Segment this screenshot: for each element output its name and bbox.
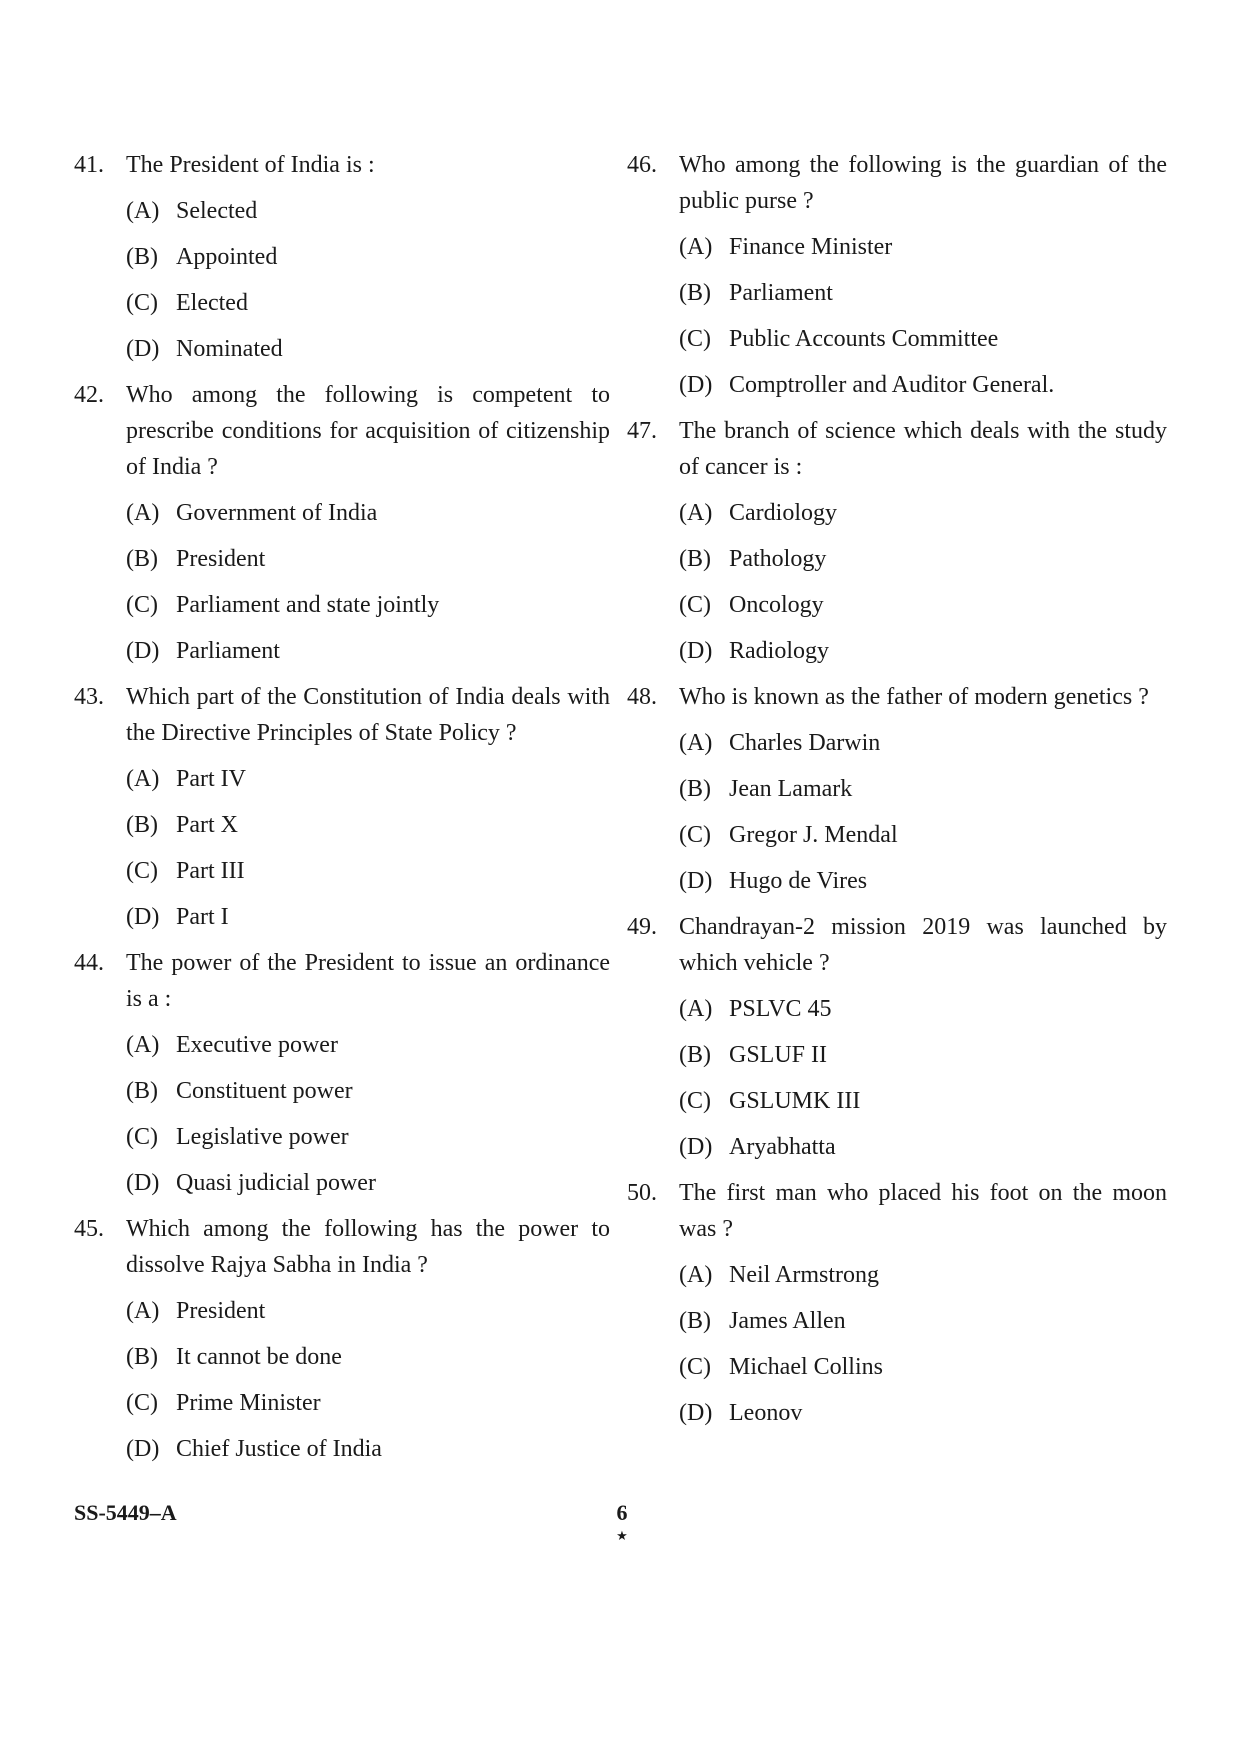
option-text: It cannot be done (176, 1344, 342, 1370)
option-text: Aryabhatta (729, 1134, 836, 1160)
option-label: (B) (126, 546, 158, 572)
option-label: (A) (126, 1032, 160, 1058)
answer-option (126, 239, 610, 275)
option-label: (A) (126, 500, 160, 526)
option-label: (B) (126, 1078, 158, 1104)
question-header (74, 1211, 610, 1283)
question-number: 48. (627, 684, 657, 710)
left-column (74, 147, 610, 1477)
question-header (627, 147, 1167, 219)
answer-option (679, 275, 1167, 311)
question-number: 45. (74, 1216, 104, 1242)
option-text: Elected (176, 290, 248, 316)
option-label: (C) (126, 592, 158, 618)
option-text: Neil Armstrong (729, 1262, 879, 1288)
option-label: (B) (679, 776, 711, 802)
answer-option (679, 725, 1167, 761)
answer-option (126, 761, 610, 797)
option-label: (B) (679, 546, 711, 572)
question-item (627, 909, 1167, 1165)
answer-option (679, 633, 1167, 669)
answer-option (679, 1257, 1167, 1293)
answer-option (126, 541, 610, 577)
option-text: Jean Lamark (729, 776, 853, 802)
answer-option (126, 1293, 610, 1329)
option-text: Part III (176, 858, 245, 884)
option-label: (A) (126, 766, 160, 792)
option-label: (D) (126, 904, 160, 930)
answer-option (126, 1165, 610, 1201)
answer-option (679, 1395, 1167, 1431)
question-number: 47. (627, 418, 657, 444)
answer-option (126, 1027, 610, 1063)
question-item (74, 1211, 610, 1467)
question-item (627, 679, 1167, 899)
answer-option (126, 807, 610, 843)
question-number: 43. (74, 684, 104, 710)
answer-option (126, 285, 610, 321)
option-label: (D) (126, 638, 160, 664)
answer-option (126, 495, 610, 531)
question-text: Who is known as the father of modern genetics ? (679, 684, 1149, 710)
answer-option (679, 1129, 1167, 1165)
option-label: (B) (126, 1344, 158, 1370)
answer-option (679, 1349, 1167, 1385)
option-text: Leonov (729, 1400, 803, 1426)
option-text: Prime Minister (176, 1390, 321, 1416)
option-label: (B) (126, 244, 158, 270)
question-item (74, 679, 610, 935)
answer-option (126, 1119, 610, 1155)
answer-option (679, 1037, 1167, 1073)
question-text: Who among the following is competent to prescribe conditions for acquisition of citizenship of India ? (126, 382, 610, 480)
question-header (627, 679, 1167, 715)
option-label: (A) (679, 996, 713, 1022)
option-label: (B) (679, 280, 711, 306)
right-column (627, 147, 1167, 1441)
option-text: President (176, 546, 266, 572)
option-text: Parliament (176, 638, 280, 664)
option-label: (D) (679, 372, 713, 398)
question-header (627, 909, 1167, 981)
option-label: (A) (126, 1298, 160, 1324)
option-text: Pathology (729, 546, 827, 572)
option-label: (A) (679, 1262, 713, 1288)
option-label: (C) (126, 1390, 158, 1416)
option-label: (C) (679, 1354, 711, 1380)
question-text: Which part of the Constitution of India deals with the Directive Principles of State Policy ? (126, 684, 610, 746)
option-label: (D) (126, 336, 160, 362)
option-label: (C) (126, 858, 158, 884)
option-label: (A) (679, 234, 713, 260)
question-item (627, 147, 1167, 403)
question-item (74, 945, 610, 1201)
answer-option (126, 1339, 610, 1375)
option-label: (D) (679, 1134, 713, 1160)
question-header (74, 377, 610, 485)
option-label: (C) (679, 1088, 711, 1114)
option-text: Hugo de Vires (729, 868, 868, 894)
answer-option (126, 1073, 610, 1109)
question-text: Who among the following is the guardian of the public purse ? (679, 152, 1167, 214)
option-label: (C) (679, 592, 711, 618)
question-item (627, 1175, 1167, 1431)
option-label: (C) (679, 326, 711, 352)
answer-option (679, 991, 1167, 1027)
question-header (627, 1175, 1167, 1247)
answer-option (679, 587, 1167, 623)
option-label: (C) (126, 290, 158, 316)
question-item (627, 413, 1167, 669)
option-text: Finance Minister (729, 234, 893, 260)
answer-option (679, 229, 1167, 265)
page-footer (74, 1500, 1167, 1560)
option-text: Public Accounts Committee (729, 326, 999, 352)
option-label: (A) (679, 730, 713, 756)
star-icon: ★ (616, 1528, 628, 1543)
answer-option (126, 193, 610, 229)
option-text: Chief Justice of India (176, 1436, 382, 1462)
answer-option (679, 1303, 1167, 1339)
option-text: Part X (176, 812, 238, 838)
option-text: GSLUMK III (729, 1088, 861, 1114)
option-label: (D) (679, 638, 713, 664)
option-text: Cardiology (729, 500, 837, 526)
answer-option (679, 367, 1167, 403)
question-text: The power of the President to issue an ordinance is a : (126, 950, 610, 1012)
option-text: Nominated (176, 336, 283, 362)
question-number: 46. (627, 152, 657, 178)
answer-option (679, 495, 1167, 531)
option-text: Government of India (176, 500, 378, 526)
answer-option (126, 1431, 610, 1467)
question-header (74, 945, 610, 1017)
question-number: 44. (74, 950, 104, 976)
answer-option (679, 321, 1167, 357)
option-text: Radiology (729, 638, 829, 664)
option-label: (D) (126, 1170, 160, 1196)
option-text: Part I (176, 904, 229, 930)
option-text: Oncology (729, 592, 824, 618)
option-label: (B) (679, 1042, 711, 1068)
question-number: 41. (74, 152, 104, 178)
answer-option (679, 541, 1167, 577)
answer-option (679, 1083, 1167, 1119)
option-text: Michael Collins (729, 1354, 883, 1380)
question-text: The branch of science which deals with the study of cancer is : (679, 418, 1167, 480)
option-text: President (176, 1298, 266, 1324)
page-number: 6 (616, 1500, 628, 1525)
answer-option (679, 863, 1167, 899)
answer-option (126, 331, 610, 367)
option-text: Gregor J. Mendal (729, 822, 898, 848)
option-text: Charles Darwin (729, 730, 881, 756)
option-text: Constituent power (176, 1078, 353, 1104)
question-item (74, 147, 610, 367)
question-text: Chandrayan-2 mission 2019 was launched by which vehicle ? (679, 914, 1167, 976)
answer-option (679, 771, 1167, 807)
option-label: (C) (679, 822, 711, 848)
answer-option (126, 587, 610, 623)
answer-option (126, 1385, 610, 1421)
option-text: PSLVC 45 (729, 996, 832, 1022)
option-text: Parliament (729, 280, 833, 306)
question-text: Which among the following has the power to dissolve Rajya Sabha in India ? (126, 1216, 610, 1278)
option-label: (D) (679, 1400, 713, 1426)
question-text: The President of India is : (126, 152, 375, 178)
answer-option (126, 853, 610, 889)
option-label: (A) (126, 198, 160, 224)
option-label: (D) (126, 1436, 160, 1462)
option-text: Executive power (176, 1032, 338, 1058)
option-label: (B) (126, 812, 158, 838)
option-text: Part IV (176, 766, 246, 792)
option-label: (B) (679, 1308, 711, 1334)
option-label: (A) (679, 500, 713, 526)
answer-option (126, 633, 610, 669)
question-number: 42. (74, 382, 104, 408)
question-header (627, 413, 1167, 485)
question-number: 49. (627, 914, 657, 940)
option-text: James Allen (729, 1308, 846, 1334)
option-text: Parliament and state jointly (176, 592, 440, 618)
option-label: (D) (679, 868, 713, 894)
question-header (74, 147, 610, 183)
option-text: Appointed (176, 244, 278, 270)
question-header (74, 679, 610, 751)
option-text: Selected (176, 198, 258, 224)
option-text: Legislative power (176, 1124, 349, 1150)
question-number: 50. (627, 1180, 657, 1206)
option-text: Quasi judicial power (176, 1170, 376, 1196)
answer-option (679, 817, 1167, 853)
option-text: Comptroller and Auditor General. (729, 372, 1055, 398)
option-label: (C) (126, 1124, 158, 1150)
question-text: The first man who placed his foot on the moon was ? (679, 1180, 1167, 1242)
option-text: GSLUF II (729, 1042, 828, 1068)
answer-option (126, 899, 610, 935)
question-item (74, 377, 610, 669)
paper-code: SS-5449–A (74, 1500, 177, 1525)
